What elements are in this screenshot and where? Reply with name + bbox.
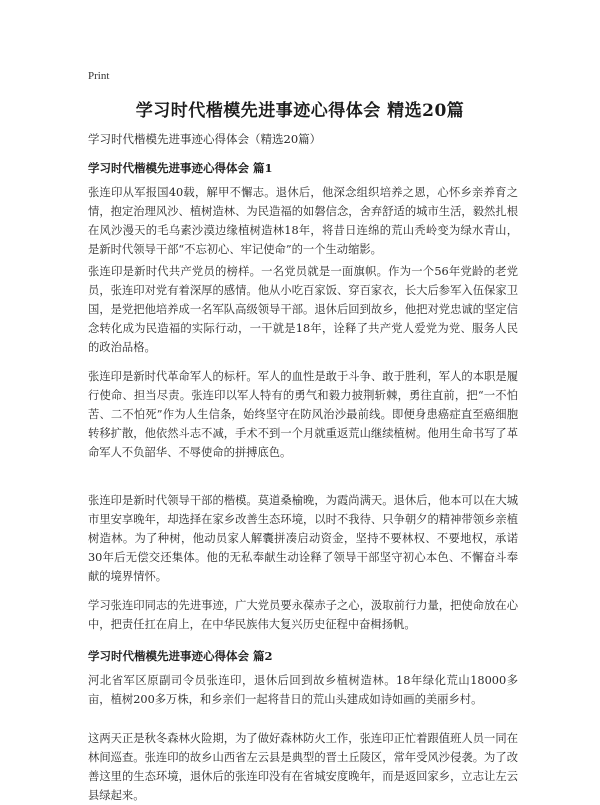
paragraph: 学习张连印同志的先进事迹，广大党员要永葆赤子之心，汲取前行力量，把使命放在心中，把责任扛在肩上，在中华民族伟大复兴历史征程中奋楫扬帆。 xyxy=(88,599,518,631)
paragraph: 张连印是新时代领导干部的楷模。莫道桑榆晚，为霞尚满天。退休后，他本可以在大城市里安享晚年，却选择在家乡改善生态环境，以时不我待、只争朝夕的精神带领乡亲植树造林。为了种树，他动员家人解囊拼凑启动资金，坚持不要林权、不要地权，承诺30年后无偿交还集体。他的无私奉献生动诠释了领导干部坚守初心本色、不懈奋斗奉献的境界情怀。 xyxy=(88,494,518,583)
page-title: 学习时代楷模先进事迹心得体会 精选20篇 xyxy=(135,101,465,121)
section-heading-2: 学习时代楷模先进事迹心得体会 篇2 xyxy=(88,649,273,663)
paragraph: 这两天正是秋冬森林火险期，为了做好森林防火工作，张连印正忙着跟值班人员一同在林间巡查。张连印的故乡山西省左云县是典型的晋土丘陵区，常年受风沙侵袭。为了改善这里的生态环境，退休后的张连印没有在省城安度晚年，而是返回家乡，立志让左云县绿起来。 xyxy=(88,732,518,802)
paragraph: 张连印是新时代共产党员的榜样。一名党员就是一面旗帜。作为一个56年党龄的老党员，张连印对党有着深厚的感情。他从小吃百家饭、穿百家衣，长大后参军入伍保家卫国，是党把他培养成一名军队高级领导干部。退休后回到故乡，他把对党忠诚的坚定信念转化成为民造福的实际行动，一干就是18年，诠释了共产党人爱党为党、服务人民的政治品格。 xyxy=(88,265,518,354)
section-heading-1: 学习时代楷模先进事迹心得体会 篇1 xyxy=(88,161,273,175)
paragraph: 河北省军区原副司令员张连印，退休后回到故乡植树造林。18年绿化荒山18000多亩，植树200多万株，和乡亲们一起将昔日的荒山头建成如诗如画的美丽乡村。 xyxy=(88,674,518,706)
print-link[interactable]: Print xyxy=(88,70,110,82)
paragraph: 张连印是新时代革命军人的标杆。军人的血性是敢于斗争、敢于胜利，军人的本职是履行使命、担当尽责。张连印以军人特有的勇气和毅力披荆斩棘，勇往直前，把“一不怕苦、二不怕死”作为人生信条，始终坚守在防风治沙最前线。即便身患癌症直至癌细胞转移扩散，他依然斗志不减，手术不到一个月就重返荒山继续植树。他用生命书写了革命军人不负韶华、不辱使命的拼搏底色。 xyxy=(88,370,518,459)
paragraph: 张连印从军报国40载，解甲不懈志。退休后，他深念组织培养之恩，心怀乡亲养育之情，抱定治理风沙、植树造林、为民造福的如磐信念，舍弃舒适的城市生活，毅然扎根在风沙漫天的毛乌素沙漠边缘植树造林18年，将昔日连绵的荒山秃岭变为绿水青山，是新时代领导干部“不忘初心、牢记使命”的一个生动缩影。 xyxy=(88,186,518,256)
page-subtitle: 学习时代楷模先进事迹心得体会（精选20篇） xyxy=(88,132,322,146)
